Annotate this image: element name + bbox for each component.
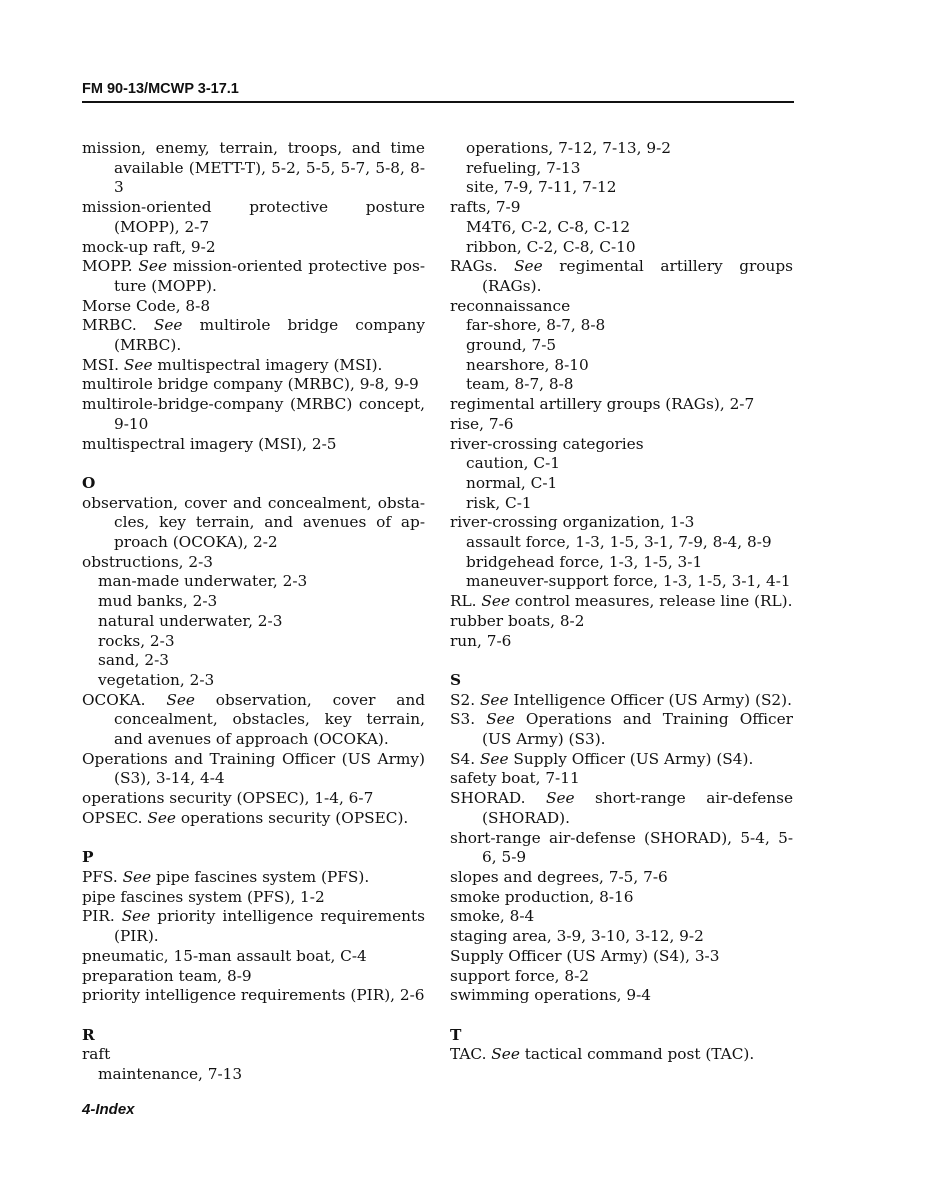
entry-text: rubber boats, 8-2 bbox=[450, 611, 585, 630]
entry-text: PIR. bbox=[82, 907, 122, 926]
index-entry bbox=[82, 297, 425, 317]
entry-text: Operations and Training Officer (US Army) (S3), 3-14, 4-4 bbox=[82, 749, 425, 788]
entry-text: mission, enemy, terrain, troops, and time available (METT-T), 5-2, 5-5, 5-7, 5-8, 8-3 bbox=[82, 139, 425, 197]
index-subentry bbox=[82, 671, 425, 691]
entry-text: M4T6, C-2, C-8, C-12 bbox=[466, 217, 631, 236]
document-title: FM 90-13/MCWP 3-17.1 bbox=[82, 81, 239, 97]
index-entry bbox=[450, 257, 793, 296]
entry-text: priority intelligence requirements (PIR). bbox=[114, 907, 425, 946]
index-entry bbox=[82, 691, 425, 750]
index-column-left bbox=[82, 139, 425, 1085]
index-subentry bbox=[82, 612, 425, 632]
entry-text: tactical command post (TAC). bbox=[519, 1045, 755, 1064]
index-entry bbox=[82, 789, 425, 809]
entry-text: MRBC. bbox=[82, 316, 154, 335]
entry-text: operations security (OPSEC). bbox=[175, 808, 409, 827]
see-reference: See bbox=[491, 1045, 520, 1064]
entry-text: mission-oriented protective posture (MOPP), 2-7 bbox=[82, 198, 425, 236]
entry-text: mud banks, 2-3 bbox=[98, 592, 218, 611]
entry-text: observation, cover and concealment, obstacles, key terrain, and avenues of approach (OCOKA). bbox=[114, 690, 425, 749]
entry-text: T bbox=[450, 1025, 462, 1044]
index-letter-heading bbox=[450, 1026, 793, 1046]
index-entry bbox=[82, 435, 425, 455]
entry-text: team, 8-7, 8-8 bbox=[466, 375, 574, 394]
entry-text: swimming operations, 9-4 bbox=[450, 986, 652, 1005]
entry-text: Supply Officer (US Army) (S4). bbox=[508, 749, 754, 768]
index-entry bbox=[82, 375, 425, 395]
see-reference: See bbox=[545, 789, 575, 808]
index-entry bbox=[450, 710, 793, 749]
index-subentry bbox=[450, 533, 793, 553]
entry-text: S3. bbox=[450, 710, 487, 729]
index-entry bbox=[82, 750, 425, 789]
index-subentry bbox=[82, 651, 425, 671]
entry-text: river-crossing categories bbox=[450, 434, 644, 453]
index-subentry bbox=[82, 592, 425, 612]
entry-text: regimental artillery groups (RAGs). bbox=[482, 257, 794, 295]
index-subentry bbox=[450, 572, 793, 592]
index-entry bbox=[82, 553, 425, 573]
index-entry bbox=[450, 789, 793, 828]
entry-text: rocks, 2-3 bbox=[98, 631, 175, 650]
index-entry bbox=[450, 592, 793, 612]
entry-text: support force, 8-2 bbox=[450, 966, 589, 985]
entry-text: maintenance, 7-13 bbox=[98, 1065, 243, 1083]
index-entry bbox=[450, 513, 793, 533]
entry-text: S4. bbox=[450, 749, 480, 768]
index-entry bbox=[82, 356, 425, 376]
index-subentry bbox=[450, 356, 793, 376]
index-entry bbox=[82, 1045, 425, 1065]
entry-text: man-made underwater, 2-3 bbox=[98, 572, 308, 591]
entry-text: site, 7-9, 7-11, 7-12 bbox=[466, 178, 617, 197]
entry-text: multispectral imagery (MSI). bbox=[152, 355, 383, 374]
entry-text: multirole bridge company (MRBC). bbox=[114, 316, 425, 355]
index-letter-heading bbox=[82, 474, 425, 494]
page-number: 4-Index bbox=[82, 1101, 135, 1118]
index-entry bbox=[82, 809, 425, 829]
index-subentry bbox=[82, 632, 425, 652]
index-entry bbox=[450, 435, 793, 455]
entry-text: nearshore, 8-10 bbox=[466, 355, 589, 374]
see-reference: See bbox=[486, 710, 515, 729]
entry-text: regimental artillery groups (RAGs), 2-7 bbox=[450, 395, 755, 414]
see-reference: See bbox=[123, 355, 153, 374]
entry-text: RAGs. bbox=[450, 257, 515, 276]
index-subentry bbox=[450, 139, 793, 159]
see-reference: See bbox=[122, 867, 152, 886]
index-letter-heading bbox=[450, 671, 793, 691]
entry-text: control measures, release line (RL). bbox=[510, 592, 793, 611]
entry-text: RL. bbox=[450, 592, 482, 611]
entry-text: Morse Code, 8-8 bbox=[82, 296, 211, 315]
index-entry bbox=[82, 888, 425, 908]
entry-text: SHORAD. bbox=[450, 789, 546, 808]
entry-text: obstructions, 2-3 bbox=[82, 552, 214, 571]
entry-text: natural underwater, 2-3 bbox=[98, 611, 283, 630]
index-entry bbox=[82, 907, 425, 946]
entry-text: multirole bridge company (MRBC), 9-8, 9-9 bbox=[82, 375, 419, 394]
entry-text: short-range air-defense (SHORAD). bbox=[482, 789, 793, 827]
entry-text: multirole-bridge-company (MRBC) concept, 9-10 bbox=[82, 395, 425, 433]
index-entry bbox=[82, 947, 425, 967]
index-entry bbox=[450, 868, 793, 888]
index-entry bbox=[450, 986, 793, 1006]
entry-text: pipe fascines system (PFS), 1-2 bbox=[82, 887, 325, 906]
entry-text: river-crossing organization, 1-3 bbox=[450, 513, 695, 532]
index-subentry bbox=[450, 238, 793, 258]
index-entry bbox=[82, 316, 425, 355]
entry-text: smoke production, 8-16 bbox=[450, 887, 634, 906]
running-header bbox=[82, 80, 794, 103]
index-entry bbox=[82, 257, 425, 296]
entry-text: OPSEC. bbox=[82, 808, 148, 827]
entry-text: TAC. bbox=[450, 1045, 492, 1064]
entry-text: vegetation, 2-3 bbox=[98, 670, 215, 689]
entry-text: rise, 7-6 bbox=[450, 414, 514, 433]
entry-text: ground, 7-5 bbox=[466, 336, 557, 355]
entry-text: MSI. bbox=[82, 355, 124, 374]
index-subentry bbox=[450, 494, 793, 514]
entry-text: S2. bbox=[450, 690, 480, 709]
entry-text: reconnaissance bbox=[450, 296, 571, 315]
see-reference: See bbox=[166, 690, 195, 709]
entry-text: normal, C-1 bbox=[466, 473, 558, 492]
index-entry bbox=[450, 691, 793, 711]
index-column-right bbox=[450, 139, 793, 1065]
entry-text: short-range air-defense (SHORAD), 5-4, 5-6, 5-9 bbox=[450, 828, 793, 867]
entry-text: OCOKA. bbox=[82, 690, 167, 709]
index-letter-heading bbox=[82, 848, 425, 868]
entry-text: P bbox=[82, 848, 94, 867]
index-subentry bbox=[82, 1065, 425, 1085]
index-entry bbox=[82, 238, 425, 258]
index-letter-heading bbox=[82, 1026, 425, 1046]
entry-text: S bbox=[450, 670, 462, 689]
entry-text: safety boat, 7-11 bbox=[450, 769, 580, 788]
entry-text: R bbox=[82, 1025, 95, 1044]
entry-text: risk, C-1 bbox=[466, 493, 532, 512]
entry-text: priority intelligence requirements (PIR), 2-6 bbox=[82, 986, 425, 1005]
entry-text: multispectral imagery (MSI), 2-5 bbox=[82, 434, 337, 453]
index-subentry bbox=[450, 375, 793, 395]
index-entry bbox=[450, 829, 793, 868]
index-entry bbox=[82, 494, 425, 553]
index-subentry bbox=[450, 159, 793, 179]
entry-text: observation, cover and concealment, obstacles, key terrain, and avenues of approach (OCOKA), 2-2 bbox=[82, 493, 425, 552]
index-entry bbox=[82, 986, 425, 1006]
see-reference: See bbox=[121, 907, 151, 926]
see-reference: See bbox=[481, 592, 510, 611]
see-reference: See bbox=[153, 316, 183, 335]
entry-text: PFS. bbox=[82, 867, 123, 886]
index-subentry bbox=[82, 572, 425, 592]
entry-text: slopes and degrees, 7-5, 7-6 bbox=[450, 868, 668, 886]
entry-text: far-shore, 8-7, 8-8 bbox=[466, 316, 606, 335]
index-subentry bbox=[450, 474, 793, 494]
entry-text: mission-oriented protective posture (MOPP). bbox=[114, 257, 425, 295]
entry-text: Supply Officer (US Army) (S4), 3-3 bbox=[450, 946, 720, 965]
entry-text: maneuver-support force, 1-3, 1-5, 3-1, 4-1 bbox=[466, 572, 791, 591]
entry-text: mock-up raft, 9-2 bbox=[82, 237, 216, 256]
entry-text: rafts, 7-9 bbox=[450, 198, 521, 217]
see-reference: See bbox=[138, 257, 168, 276]
entry-text: Intelligence Officer (US Army) (S2). bbox=[508, 690, 792, 709]
entry-text: run, 7-6 bbox=[450, 631, 512, 650]
index-entry bbox=[82, 198, 425, 237]
entry-text: operations, 7-12, 7-13, 9-2 bbox=[466, 139, 671, 157]
entry-text: assault force, 1-3, 1-5, 3-1, 7-9, 8-4, 8-9 bbox=[466, 533, 772, 552]
entry-text: staging area, 3-9, 3-10, 3-12, 9-2 bbox=[450, 927, 704, 946]
entry-text: refueling, 7-13 bbox=[466, 158, 581, 177]
index-subentry bbox=[450, 218, 793, 238]
index-subentry bbox=[450, 553, 793, 573]
entry-text: bridgehead force, 1-3, 1-5, 3-1 bbox=[466, 552, 703, 571]
index-entry bbox=[82, 139, 425, 198]
index-entry bbox=[450, 769, 793, 789]
entry-text: pneumatic, 15-man assault boat, C-4 bbox=[82, 946, 367, 965]
index-entry bbox=[450, 947, 793, 967]
index-entry bbox=[450, 612, 793, 632]
index-entry bbox=[450, 632, 793, 652]
index-subentry bbox=[450, 454, 793, 474]
index-entry bbox=[82, 967, 425, 987]
entry-text: sand, 2-3 bbox=[98, 651, 169, 670]
index-entry bbox=[450, 907, 793, 927]
index-subentry bbox=[450, 178, 793, 198]
entry-text: caution, C-1 bbox=[466, 454, 560, 473]
index-entry bbox=[450, 927, 793, 947]
index-entry bbox=[82, 395, 425, 434]
index-entry bbox=[450, 395, 793, 415]
index-entry bbox=[82, 868, 425, 888]
entry-text: raft bbox=[82, 1045, 111, 1064]
entry-text: smoke, 8-4 bbox=[450, 907, 535, 926]
entry-text: pipe fascines system (PFS). bbox=[151, 867, 370, 886]
entry-text: operations security (OPSEC), 1-4, 6-7 bbox=[82, 789, 374, 808]
index-entry bbox=[450, 750, 793, 770]
index-entry bbox=[450, 1045, 793, 1065]
entry-text: ribbon, C-2, C-8, C-10 bbox=[466, 237, 636, 256]
index-entry bbox=[450, 415, 793, 435]
see-reference: See bbox=[514, 257, 543, 276]
index-subentry bbox=[450, 336, 793, 356]
see-reference: See bbox=[147, 808, 176, 827]
index-entry bbox=[450, 198, 793, 218]
entry-text: MOPP. bbox=[82, 257, 139, 276]
index-entry bbox=[450, 297, 793, 317]
index-subentry bbox=[450, 316, 793, 336]
see-reference: See bbox=[479, 749, 509, 768]
entry-text: O bbox=[82, 473, 96, 492]
entry-text: Operations and Training Officer (US Army) (S3). bbox=[482, 710, 793, 749]
index-entry bbox=[450, 967, 793, 987]
index-entry bbox=[450, 888, 793, 908]
see-reference: See bbox=[479, 690, 509, 709]
entry-text: preparation team, 8-9 bbox=[82, 966, 252, 985]
